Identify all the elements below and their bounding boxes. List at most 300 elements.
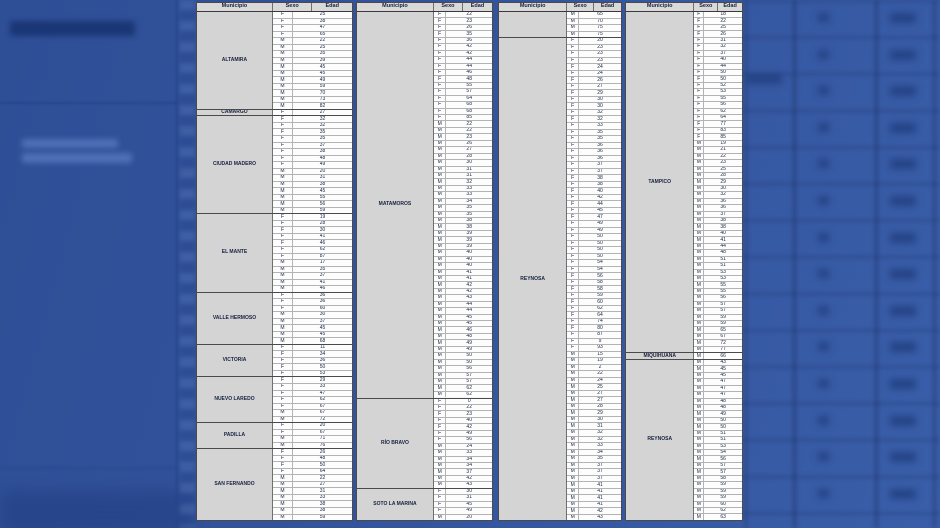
edad-cell: 35 xyxy=(446,31,492,36)
edad-cell: 77 xyxy=(704,121,742,126)
edad-cell: 42 xyxy=(446,289,492,294)
sexo-cell: F xyxy=(567,280,579,286)
edad-cell: 68 xyxy=(446,109,492,114)
edad-cell: 54 xyxy=(579,260,621,266)
edad-cell: 48 xyxy=(446,334,492,339)
sexo-cell: F xyxy=(273,110,293,116)
edad-cell: 31 xyxy=(704,38,742,43)
sexo-cell: F xyxy=(567,149,579,155)
edad-cell: 67 xyxy=(293,410,352,416)
edad-cell: 50 xyxy=(579,241,621,247)
sexo-cell: F xyxy=(567,103,579,109)
edad-cell: 33 xyxy=(579,443,621,449)
sexo-cell: M xyxy=(694,205,704,210)
edad-cell: 2 xyxy=(579,365,621,371)
sexo-cell: M xyxy=(567,19,579,25)
sexo-cell: F xyxy=(273,143,293,149)
sexo-cell: F xyxy=(567,71,579,77)
sexo-cell: M xyxy=(694,495,704,500)
municipio-group xyxy=(357,12,492,398)
edad-cell: 55 xyxy=(704,96,742,101)
sexo-cell: M xyxy=(694,302,704,307)
background-number-blur xyxy=(890,342,916,352)
edad-cell: 33 xyxy=(446,450,492,455)
edad-cell: 55 xyxy=(704,282,742,287)
municipio-name: ALTAMIRA xyxy=(197,12,273,109)
table-body xyxy=(357,12,492,520)
edad-cell: 28 xyxy=(446,154,492,159)
edad-cell: 64 xyxy=(446,96,492,101)
edad-cell: 51 xyxy=(704,431,742,436)
edad-cell: 32 xyxy=(579,110,621,116)
background-letter-blur xyxy=(818,306,829,315)
sexo-cell: F xyxy=(567,260,579,266)
sexo-cell: M xyxy=(273,410,293,416)
background-number-blur xyxy=(890,416,916,426)
background-letter-blur xyxy=(818,196,829,205)
edad-cell: 26 xyxy=(704,31,742,36)
edad-cell: 44 xyxy=(704,64,742,69)
background-number-blur xyxy=(890,379,916,389)
group-rows xyxy=(567,12,621,37)
sexo-cell: F xyxy=(567,156,579,162)
sexo-cell: F xyxy=(273,456,293,462)
edad-cell: 48 xyxy=(704,399,742,404)
sexo-cell: M xyxy=(273,273,293,279)
sexo-cell: M xyxy=(567,430,579,436)
edad-cell: 56 xyxy=(446,366,492,371)
sexo-cell: F xyxy=(434,31,446,36)
sexo-cell: F xyxy=(567,247,579,253)
edad-cell: 24 xyxy=(579,378,621,384)
edad-cell: 50 xyxy=(704,418,742,423)
sexo-cell: M xyxy=(567,32,579,38)
edad-cell: 30 xyxy=(579,103,621,109)
background-number-blur xyxy=(890,452,916,462)
sexo-cell: M xyxy=(694,431,704,436)
edad-cell: 59 xyxy=(293,208,352,214)
municipio-name: REYNOSA xyxy=(499,38,567,520)
background-letter-blur xyxy=(818,489,829,498)
sexo-cell: M xyxy=(694,360,704,365)
sexo-cell: M xyxy=(434,128,446,133)
municipio-name: PADILLA xyxy=(197,423,273,448)
edad-cell: 47 xyxy=(704,386,742,391)
edad-cell: 26 xyxy=(293,449,352,455)
sexo-cell: M xyxy=(567,476,579,482)
edad-cell: 22 xyxy=(293,38,352,44)
edad-cell: 31 xyxy=(446,167,492,172)
edad-cell: 83 xyxy=(704,128,742,133)
edad-cell: 31 xyxy=(579,423,621,429)
edad-cell: 60 xyxy=(293,306,352,312)
edad-cell: 22 xyxy=(579,371,621,377)
sexo-cell: M xyxy=(273,58,293,64)
sexo-cell: M xyxy=(567,352,579,358)
sexo-cell: M xyxy=(273,51,293,57)
sexo-cell: M xyxy=(273,97,293,103)
sexo-cell: F xyxy=(434,83,446,88)
edad-cell: 44 xyxy=(579,201,621,207)
sexo-cell: F xyxy=(434,25,446,30)
sexo-cell: M xyxy=(694,456,704,461)
sexo-cell: M xyxy=(434,244,446,249)
edad-cell: 30 xyxy=(446,489,492,494)
column-header-sexo: Sexo xyxy=(273,3,313,11)
sexo-cell: M xyxy=(434,353,446,358)
edad-cell: 33 xyxy=(446,186,492,191)
background-letter-blur xyxy=(818,452,829,461)
edad-cell: 40 xyxy=(446,257,492,262)
sexo-cell: F xyxy=(567,286,579,292)
sexo-cell: M xyxy=(273,90,293,96)
edad-cell: 22 xyxy=(704,18,742,23)
edad-cell: 67 xyxy=(704,334,742,339)
sexo-cell: M xyxy=(567,384,579,390)
edad-cell: 36 xyxy=(293,293,352,299)
edad-cell: 67 xyxy=(293,430,352,436)
edad-cell: 23 xyxy=(704,160,742,165)
sexo-cell: M xyxy=(694,386,704,391)
sexo-cell: F xyxy=(694,96,704,101)
sexo-cell: F xyxy=(273,221,293,227)
edad-cell: 60 xyxy=(704,502,742,507)
sexo-cell: F xyxy=(434,64,446,69)
group-rows xyxy=(273,293,352,344)
edad-cell: 59 xyxy=(293,515,352,521)
edad-cell: 45 xyxy=(293,188,352,194)
edad-cell: 85 xyxy=(704,134,742,139)
edad-cell: 46 xyxy=(446,70,492,75)
edad-cell: 22 xyxy=(446,121,492,126)
sexo-cell: M xyxy=(694,295,704,300)
sexo-cell: F xyxy=(273,462,293,468)
sexo-cell: M xyxy=(567,482,579,488)
sexo-cell: M xyxy=(434,379,446,384)
edad-cell: 26 xyxy=(446,25,492,30)
sexo-cell: F xyxy=(567,325,579,331)
edad-cell: 59 xyxy=(579,293,621,299)
edad-cell: 41 xyxy=(293,234,352,240)
municipio-name: SAN FERNANDO xyxy=(197,449,273,520)
group-rows xyxy=(434,489,492,520)
edad-cell: 49 xyxy=(446,508,492,513)
edad-cell: 62 xyxy=(704,508,742,513)
municipio-group xyxy=(197,213,352,291)
sexo-cell: M xyxy=(694,437,704,442)
background-subtitle-blur-2 xyxy=(22,153,132,163)
municipio-name: CAMARGO xyxy=(197,110,273,116)
edad-cell: 48 xyxy=(704,405,742,410)
edad-cell: 32 xyxy=(579,116,621,122)
sexo-cell: F xyxy=(567,306,579,312)
edad-cell: 50 xyxy=(579,234,621,240)
edad-cell: 39 xyxy=(293,58,352,64)
sexo-cell: F xyxy=(694,89,704,94)
background-number-blur xyxy=(890,306,916,316)
edad-cell: 40 xyxy=(446,250,492,255)
sexo-cell: F xyxy=(567,97,579,103)
sexo-cell: F xyxy=(273,149,293,155)
sexo-cell: M xyxy=(273,495,293,501)
sexo-cell: M xyxy=(273,488,293,494)
edad-cell: 38 xyxy=(293,149,352,155)
sexo-cell: F xyxy=(694,109,704,114)
sexo-cell: M xyxy=(567,12,579,18)
edad-cell: 27 xyxy=(579,397,621,403)
edad-cell: 48 xyxy=(293,156,352,162)
edad-cell: 36 xyxy=(704,199,742,204)
sexo-cell: M xyxy=(273,188,293,194)
edad-cell: 31 xyxy=(446,495,492,500)
edad-cell: 32 xyxy=(293,123,352,129)
sexo-cell: M xyxy=(567,443,579,449)
sexo-cell: F xyxy=(567,241,579,247)
sexo-cell: M xyxy=(694,179,704,184)
sexo-cell: M xyxy=(567,397,579,403)
sexo-cell: F xyxy=(434,495,446,500)
edad-cell: 32 xyxy=(579,437,621,443)
sexo-cell: M xyxy=(694,218,704,223)
edad-cell: 23 xyxy=(446,134,492,139)
edad-cell: 60 xyxy=(579,299,621,305)
edad-cell: 24 xyxy=(579,64,621,70)
edad-cell: 36 xyxy=(579,156,621,162)
sexo-cell: M xyxy=(694,450,704,455)
edad-cell: 74 xyxy=(579,319,621,325)
edad-cell: 15 xyxy=(579,352,621,358)
sexo-cell: M xyxy=(694,289,704,294)
column-header-sexo: Sexo xyxy=(694,3,718,11)
edad-cell: 43 xyxy=(446,482,492,487)
municipio-group xyxy=(357,398,492,488)
edad-cell: 47 xyxy=(579,214,621,220)
sexo-cell: M xyxy=(694,308,704,313)
column-header-edad: Edad xyxy=(325,3,339,10)
sexo-cell: M xyxy=(434,160,446,165)
edad-cell: 41 xyxy=(704,237,742,242)
background-number-blur xyxy=(890,489,916,499)
municipio-name: VICTORIA xyxy=(197,345,273,377)
edad-cell: 36 xyxy=(579,149,621,155)
background-letter-blur xyxy=(818,86,829,95)
edad-cell: 48 xyxy=(293,456,352,462)
sexo-cell: M xyxy=(273,436,293,442)
edad-cell: 45 xyxy=(704,366,742,371)
edad-cell: 35 xyxy=(446,212,492,217)
table-header-row xyxy=(357,3,492,12)
sexo-cell: F xyxy=(434,109,446,114)
edad-cell: 41 xyxy=(579,502,621,508)
sexo-cell: F xyxy=(567,77,579,83)
edad-cell: 30 xyxy=(579,417,621,423)
sexo-cell: M xyxy=(434,276,446,281)
sexo-cell: F xyxy=(567,84,579,90)
edad-cell: 18 xyxy=(704,12,742,17)
background-table-blur xyxy=(742,0,940,528)
sexo-cell: F xyxy=(273,397,293,403)
sexo-cell: M xyxy=(434,186,446,191)
edad-cell: 32 xyxy=(704,192,742,197)
edad-cell: 37 xyxy=(704,212,742,217)
edad-cell: 45 xyxy=(293,71,352,77)
edad-cell: 57 xyxy=(704,308,742,313)
group-rows xyxy=(434,12,492,398)
sexo-cell: M xyxy=(273,475,293,481)
background-hline xyxy=(0,102,178,104)
sexo-cell: F xyxy=(434,424,446,429)
edad-cell: 58 xyxy=(579,286,621,292)
edad-cell: 64 xyxy=(579,312,621,318)
sexo-cell: F xyxy=(273,227,293,233)
edad-cell: 62 xyxy=(293,247,352,253)
edad-cell: 9 xyxy=(579,339,621,345)
sexo-cell: M xyxy=(694,405,704,410)
edad-cell: 56 xyxy=(579,273,621,279)
sexo-cell: F xyxy=(567,345,579,351)
edad-cell: 87 xyxy=(579,332,621,338)
municipio-name: NUEVO LAREDO xyxy=(197,377,273,422)
sexo-cell: F xyxy=(273,345,293,351)
edad-cell: 19 xyxy=(579,358,621,364)
sexo-cell: F xyxy=(567,195,579,201)
edad-cell: 37 xyxy=(579,463,621,469)
sexo-cell: F xyxy=(694,121,704,126)
sexo-cell: M xyxy=(434,154,446,159)
edad-cell: 38 xyxy=(293,19,352,25)
municipio-group xyxy=(626,359,742,520)
edad-cell: 53 xyxy=(704,444,742,449)
edad-cell: 42 xyxy=(446,44,492,49)
edad-cell: 22 xyxy=(446,128,492,133)
edad-cell: 40 xyxy=(579,188,621,194)
municipio-name: EL MANTE xyxy=(197,214,273,291)
sexo-cell: M xyxy=(434,257,446,262)
sexo-cell: M xyxy=(273,71,293,77)
edad-cell: 42 xyxy=(579,195,621,201)
sexo-cell: M xyxy=(694,392,704,397)
table-header-row xyxy=(499,3,621,12)
background-number-blur xyxy=(890,269,916,279)
background-title-blur xyxy=(10,21,135,36)
sexo-cell: M xyxy=(273,38,293,44)
sexo-cell: M xyxy=(434,360,446,365)
edad-cell: 52 xyxy=(704,83,742,88)
edad-cell: 35 xyxy=(293,129,352,135)
sexo-cell: M xyxy=(694,199,704,204)
municipio-name: VALLE HERMOSO xyxy=(197,293,273,344)
sexo-cell: M xyxy=(694,508,704,513)
group-rows xyxy=(273,345,352,377)
municipios-table-3 xyxy=(498,2,622,521)
edad-cell: 34 xyxy=(446,457,492,462)
edad-cell: 59 xyxy=(704,495,742,500)
sexo-cell: F xyxy=(273,351,293,357)
municipio-name: CIUDAD MADERO xyxy=(197,116,273,213)
edad-cell: 51 xyxy=(704,437,742,442)
sexo-cell: M xyxy=(434,373,446,378)
edad-cell: 43 xyxy=(579,515,621,521)
sexo-cell: M xyxy=(434,308,446,313)
sexo-cell: F xyxy=(273,391,293,397)
edad-cell: 40 xyxy=(704,57,742,62)
edad-cell: 37 xyxy=(579,169,621,175)
sexo-cell: M xyxy=(694,321,704,326)
sexo-cell: F xyxy=(434,437,446,442)
edad-cell: 38 xyxy=(446,218,492,223)
sexo-cell: M xyxy=(694,366,704,371)
sexo-cell: F xyxy=(567,201,579,207)
sexo-cell: M xyxy=(694,315,704,320)
edad-cell: 41 xyxy=(446,270,492,275)
edad-cell: 34 xyxy=(446,199,492,204)
sexo-cell: M xyxy=(273,64,293,70)
sexo-cell: M xyxy=(273,84,293,90)
sexo-cell: M xyxy=(694,340,704,345)
edad-cell: 24 xyxy=(446,444,492,449)
sexo-cell: M xyxy=(434,457,446,462)
group-rows xyxy=(694,360,742,520)
edad-cell: 76 xyxy=(293,443,352,449)
sexo-cell: M xyxy=(434,469,446,474)
edad-cell: 33 xyxy=(293,495,352,501)
edad-cell: 42 xyxy=(446,476,492,481)
edad-cell: 62 xyxy=(446,392,492,397)
sexo-cell: M xyxy=(273,508,293,514)
edad-cell: 30 xyxy=(579,97,621,103)
edad-cell: 22 xyxy=(293,475,352,481)
edad-cell: 37 xyxy=(446,469,492,474)
edad-cell: 50 xyxy=(704,70,742,75)
edad-cell: 38 xyxy=(704,224,742,229)
table-row xyxy=(434,391,492,397)
edad-cell: 40 xyxy=(446,263,492,268)
sexo-cell: F xyxy=(694,76,704,81)
edad-cell: 57 xyxy=(704,469,742,474)
edad-cell: 41 xyxy=(579,489,621,495)
sexo-cell: M xyxy=(567,515,579,521)
sexo-cell: M xyxy=(567,469,579,475)
sexo-cell: M xyxy=(567,495,579,501)
sexo-cell: M xyxy=(273,286,293,292)
edad-cell: 23 xyxy=(446,411,492,416)
edad-cell: 17 xyxy=(293,260,352,266)
sexo-cell: F xyxy=(567,273,579,279)
edad-cell: 35 xyxy=(446,205,492,210)
edad-cell: 72 xyxy=(293,417,352,423)
edad-cell: 19 xyxy=(704,141,742,146)
sexo-cell: F xyxy=(273,234,293,240)
sexo-cell: M xyxy=(567,502,579,508)
sexo-cell: M xyxy=(567,437,579,443)
sexo-cell: M xyxy=(434,476,446,481)
edad-cell: 30 xyxy=(704,186,742,191)
sexo-cell: M xyxy=(434,263,446,268)
sexo-cell: F xyxy=(694,115,704,120)
sexo-cell: F xyxy=(434,431,446,436)
sexo-cell: F xyxy=(273,423,293,429)
edad-cell: 23 xyxy=(579,45,621,51)
edad-cell: 20 xyxy=(293,423,352,429)
edad-cell: 62 xyxy=(293,397,352,403)
edad-cell: 49 xyxy=(446,431,492,436)
edad-cell: 45 xyxy=(579,208,621,214)
edad-cell: 64 xyxy=(704,115,742,120)
sexo-cell: M xyxy=(273,332,293,338)
sexo-cell: F xyxy=(694,18,704,23)
sexo-cell: F xyxy=(567,38,579,44)
sexo-cell: F xyxy=(434,115,446,120)
